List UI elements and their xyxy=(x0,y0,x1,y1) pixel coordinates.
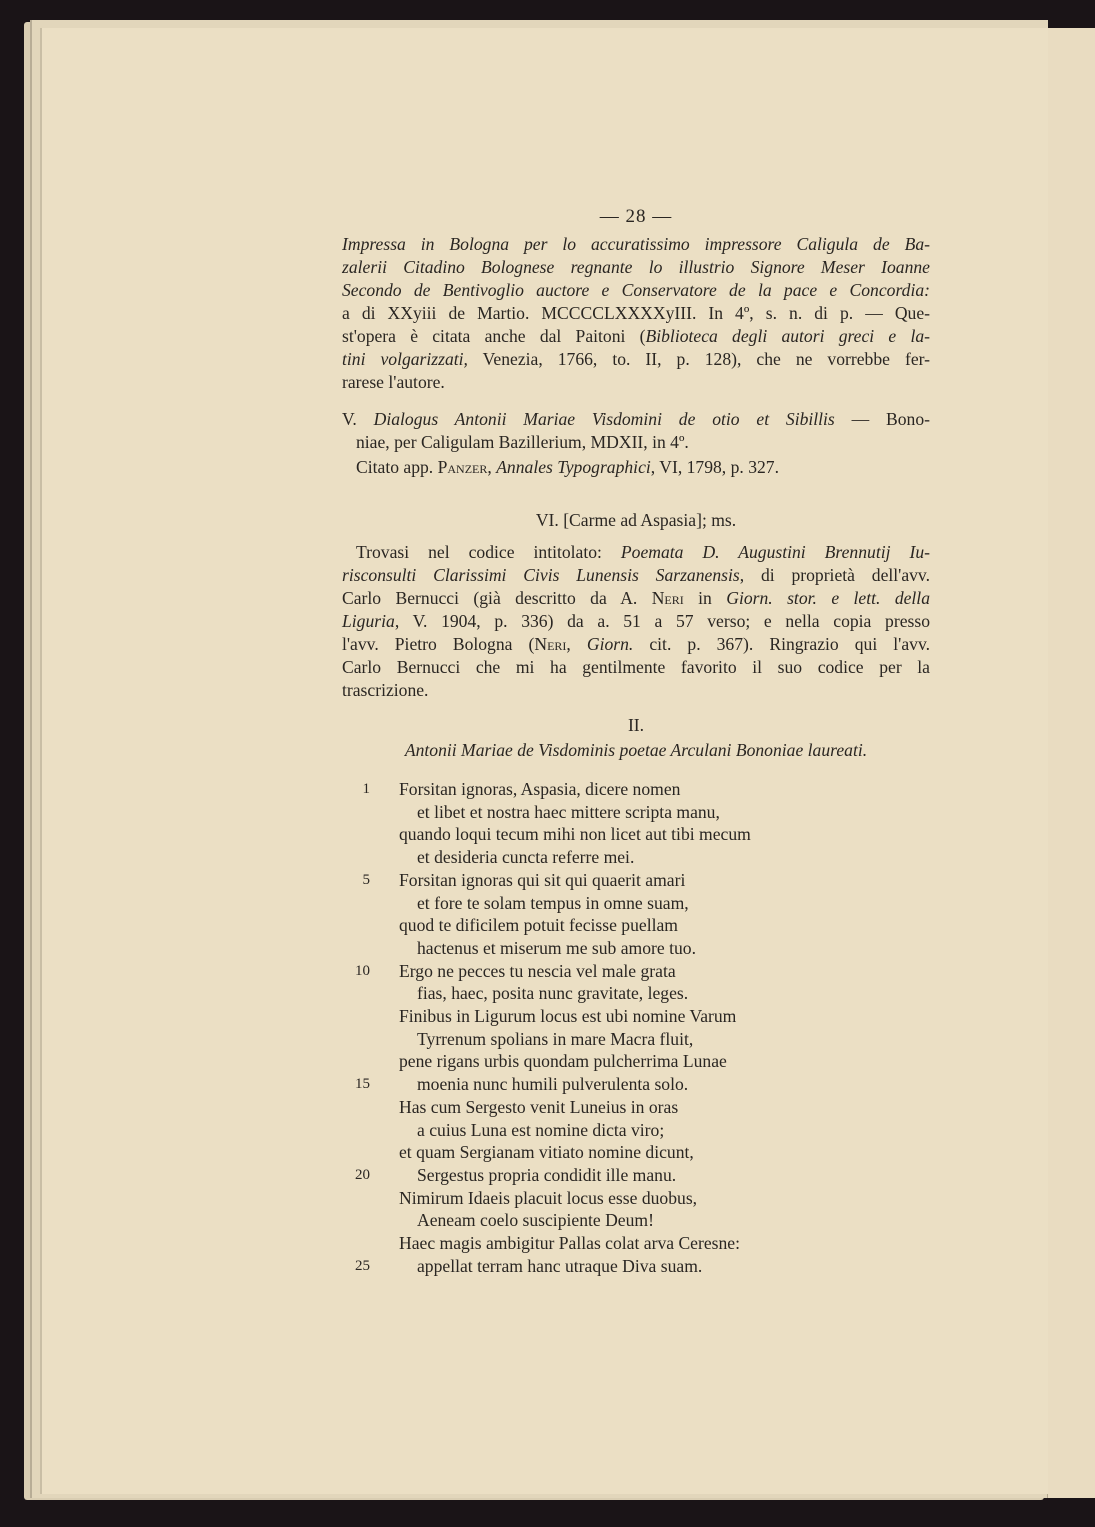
verse-line: Forsitan ignoras qui sit qui quaerit amari xyxy=(399,869,686,890)
text-line: trascrizione. xyxy=(342,680,429,700)
text-span: , di proprietà dell'avv. xyxy=(739,565,930,585)
verse-line: et desideria cuncta referre mei. xyxy=(417,847,635,868)
colophon-line: Secondo de Bentivoglio auctore e Conservatore de la pace e Concordia: xyxy=(342,280,930,300)
book-title: tini volgarizzati, xyxy=(342,349,468,369)
verse-number: 5 xyxy=(362,871,370,888)
verse-line: hactenus et miserum me sub amore tuo. xyxy=(417,937,696,958)
verse-line: Sergestus propria condidit ille manu. xyxy=(417,1164,677,1185)
journal-title: Giorn. xyxy=(586,634,634,654)
citation-line xyxy=(356,456,944,478)
item-title: Dialogus Antonii Mariae Visdomini de otio et Sibillis xyxy=(373,409,835,429)
text-span: Venezia, 1766, to. II, p. 128), che ne vorrebbe fer- xyxy=(467,349,930,369)
text-span: cit. p. 367). Ringrazio qui l'avv. xyxy=(633,634,931,654)
verse-line: Haec magis ambigitur Pallas colat arva Ceresne: xyxy=(399,1233,740,1253)
verse-line: pene rigans urbis quondam pulcherrima Lunae xyxy=(399,1051,727,1072)
text-line xyxy=(342,633,930,655)
text-span: , V. 1904, p. 336) da a. 51 a 57 verso; e nella copia presso xyxy=(394,611,930,631)
text-line: Carlo Bernucci che mi ha gentilmente favorito il suo codice per la xyxy=(342,657,930,677)
text-span: in xyxy=(683,588,727,608)
verse-line: a cuius Luna est nomine dicta viro; xyxy=(417,1119,665,1140)
book-title: risconsulti Clarissimi Civis Lunensis Sarzanensis xyxy=(342,565,740,585)
text-span: , VI, 1798, p. 327. xyxy=(650,457,779,477)
item-numeral: V. xyxy=(342,409,374,429)
journal-title: Liguria xyxy=(342,611,395,631)
verse-line: et quam Sergianam vitiato nomine dicunt, xyxy=(399,1142,694,1163)
text-span: Carlo Bernucci (già descritto da A. xyxy=(342,588,652,608)
colophon-line: zalerii Citadino Bolognese regnante lo illustrio Signore Meser Ioanne xyxy=(342,257,930,277)
text-span: — Bono- xyxy=(834,409,931,429)
journal-title: Giorn. stor. e lett. della xyxy=(726,588,930,608)
text-span: l'avv. Pietro Bologna ( xyxy=(342,634,535,654)
text-span: Citato app. xyxy=(356,457,438,477)
verse-line: et fore te solam tempus in omne suam, xyxy=(417,892,689,913)
text-line xyxy=(356,541,930,563)
text-line xyxy=(342,564,930,586)
verse-number: 25 xyxy=(355,1257,370,1274)
poem-section-number: II. xyxy=(627,715,645,735)
verse-line: quando loqui tecum mihi non licet aut tibi mecum xyxy=(399,824,751,845)
text-line xyxy=(342,325,930,347)
verse-line: Nimirum Idaeis placuit locus esse duobus, xyxy=(399,1187,698,1208)
text-line xyxy=(342,587,930,609)
book-title: Biblioteca degli autori greci e la- xyxy=(645,326,931,346)
author-name: Panzer xyxy=(437,457,488,477)
author-name: Neri xyxy=(651,588,684,608)
book-title: Annales Typographici xyxy=(496,457,651,477)
text-span: st'opera è citata anche dal Paitoni ( xyxy=(342,326,646,346)
text-line: rarese l'autore. xyxy=(342,372,445,392)
page-number: — 28 — xyxy=(599,206,673,227)
verse-line: fias, haec, posita nunc gravitate, leges. xyxy=(417,983,689,1004)
text-span: Trovasi nel codice intitolato: xyxy=(356,542,621,562)
verse-line: quod te dificilem potuit fecisse puellam xyxy=(399,915,678,936)
author-name: Neri xyxy=(534,634,567,654)
verse-number: 20 xyxy=(355,1166,370,1183)
verse-line: Forsitan ignoras, Aspasia, dicere nomen xyxy=(399,779,681,799)
verse-line: et libet et nostra haec mittere scripta manu, xyxy=(417,801,720,822)
verse-number: 1 xyxy=(362,781,370,797)
verse-line: Aeneam coelo suscipiente Deum! xyxy=(417,1210,654,1231)
text-line: niae, per Caligulam Bazillerium, MDXII, in 4º. xyxy=(356,432,689,452)
item-v-heading xyxy=(342,408,930,430)
verse-line: Ergo ne pecces tu nescia vel male grata xyxy=(399,960,676,981)
poem-title: Antonii Mariae de Visdominis poetae Arculani Bononiae laureati. xyxy=(404,740,868,760)
verse-number: 15 xyxy=(355,1076,370,1093)
verse-line: appellat terram hanc utraque Diva suam. xyxy=(417,1255,703,1276)
verse-line: Finibus in Ligurum locus est ubi nomine Varum xyxy=(399,1006,737,1026)
verse-line: Tyrrenum spolians in mare Macra fluit, xyxy=(417,1028,694,1049)
verse-number: 10 xyxy=(355,962,370,979)
verse-line: Has cum Sergesto venit Luneius in oras xyxy=(399,1096,679,1117)
book-title: Poemata D. Augustini Brennutij Iu- xyxy=(620,542,930,562)
text-line: a di XXyiii de Martio. MCCCCLXXXXyIII. In 4º, s. n. di p. — Que- xyxy=(342,303,930,323)
text-line xyxy=(342,348,930,370)
text-span: , xyxy=(566,634,587,654)
colophon-line: Impressa in Bologna per lo accuratissimo impressore Caligula de Ba- xyxy=(342,234,930,254)
verse-line: moenia nunc humili pulverulenta solo. xyxy=(417,1074,689,1095)
next-page-edge xyxy=(1047,28,1095,1498)
book-page xyxy=(40,28,1048,1494)
text-span: , xyxy=(487,457,497,477)
text-line xyxy=(342,610,930,632)
item-vi-heading: VI. [Carme ad Aspasia]; ms. xyxy=(535,510,737,530)
